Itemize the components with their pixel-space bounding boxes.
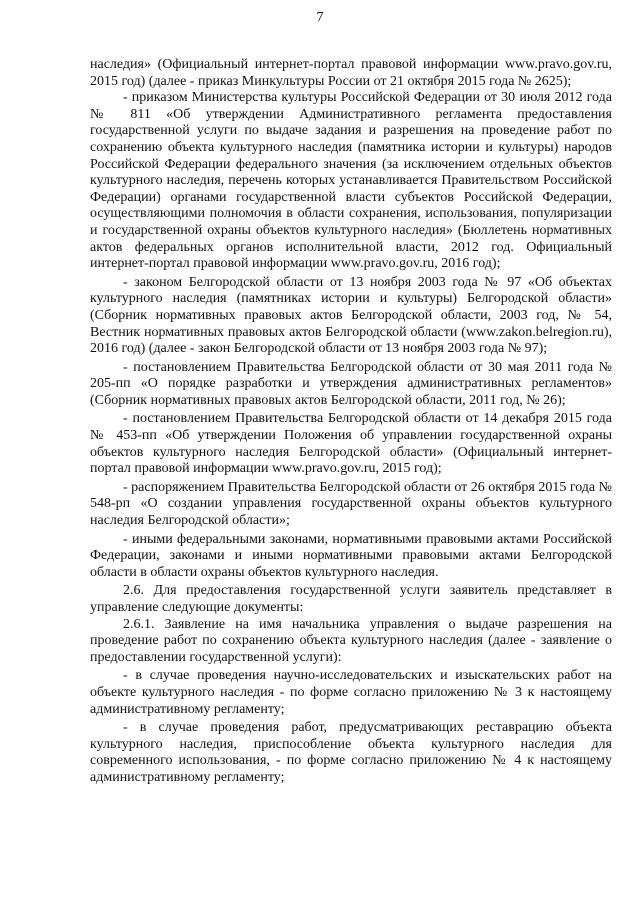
- paragraph-appendix-3: - в случае проведения научно-исследовательских и изыскательских работ на объекте культурного наследия - по форме согласно приложению № 3 к настоящему административному регламенту;: [90, 668, 612, 717]
- document-body: [90, 57, 612, 787]
- paragraph-appendix-4: - в случае проведения работ, предусматривающих реставрацию объекта культурного наследия, приспособление объекта культурного наследия для современного использования, - по форме согласно приложению № 4 к настоящему административному регламенту;: [90, 720, 612, 785]
- paragraph-resolution-453-pp: - постановлением Правительства Белгородской области от 14 декабря 2015 года № 453-пп «Об утверждении Положения об управлении государственной охраны объектов культурного наследия Белгородской области» (Официальный интернет-портал правовой информации www.pravo.gov.ru, 2015 год);: [90, 411, 612, 477]
- page-number: 7: [316, 10, 324, 25]
- paragraph-other-acts: - иными федеральными законами, нормативными правовыми актами Российской Федерации, законами и иными нормативными правовыми актами Белгородской области в области охраны объектов культурного наследия.: [90, 531, 612, 580]
- paragraph-order-548-rp: - распоряжением Правительства Белгородской области от 26 октября 2015 года № 548-рп «О создании управления государственной охраны объектов культурного наследия Белгородской области»;: [90, 479, 613, 529]
- paragraph-section-2-6-1: 2.6.1. Заявление на имя начальника управления о выдаче разрешения на проведение работ по сохранению объекта культурного наследия (далее - заявление о предоставлении государственной услуги):: [90, 616, 612, 665]
- paragraph-section-2-6: 2.6. Для предоставления государственной услуги заявитель представляет в управление следующие документы:: [90, 583, 612, 615]
- paragraph-order-811: - приказом Министерства культуры Российской Федерации от 30 июля 2012 года № 811 «Об утверждении Административного регламента предоставления государственной услуги по выдаче задания и разрешения на проведение работ по сохранению объекта культурного наследия (памятника истории и культуры) народов Российской Федерации федерального значения (за исключением отдельных объектов культурного наследия, перечень которых устанавливается Правительством Российской Федерации) органами государственной власти субъектов Российской Федерации, осуществляющими полномочия в области сохранения, использования, популяризации и государственной охраны объектов культурного наследия» (Бюллетень нормативных актов федеральных органов исполнительной власти, 2012 год. Официальный интернет-портал правовой информации www.pravo.gov.ru, 2016 год);: [90, 90, 612, 272]
- paragraph-resolution-205-pp: - постановлением Правительства Белгородской области от 30 мая 2011 года № 205-пп «О порядке разработки и утверждения административных регламентов» (Сборник нормативных правовых актов Белгородской области, 2011 год, № 26);: [90, 359, 612, 408]
- paragraph-decree-2625-continuation: наследия» (Официальный интернет-портал правовой информации www.pravo.gov.ru, 2015 год) (далее - приказ Минкультуры России от 21 октября 2015 года № 2625);: [90, 57, 612, 89]
- paragraph-law-97: - законом Белгородской области от 13 ноября 2003 года № 97 «Об объектах культурного наследия (памятниках истории и культуры) Белгородской области» (Сборник нормативных правовых актов Белгородской области, 2003 год, № 54, Вестник нормативных правовых актов Белгородской области (www.zakon.belregion.ru), 2016 год) (далее - закон Белгородской области от 13 ноября 2003 года № 97);: [90, 274, 612, 357]
